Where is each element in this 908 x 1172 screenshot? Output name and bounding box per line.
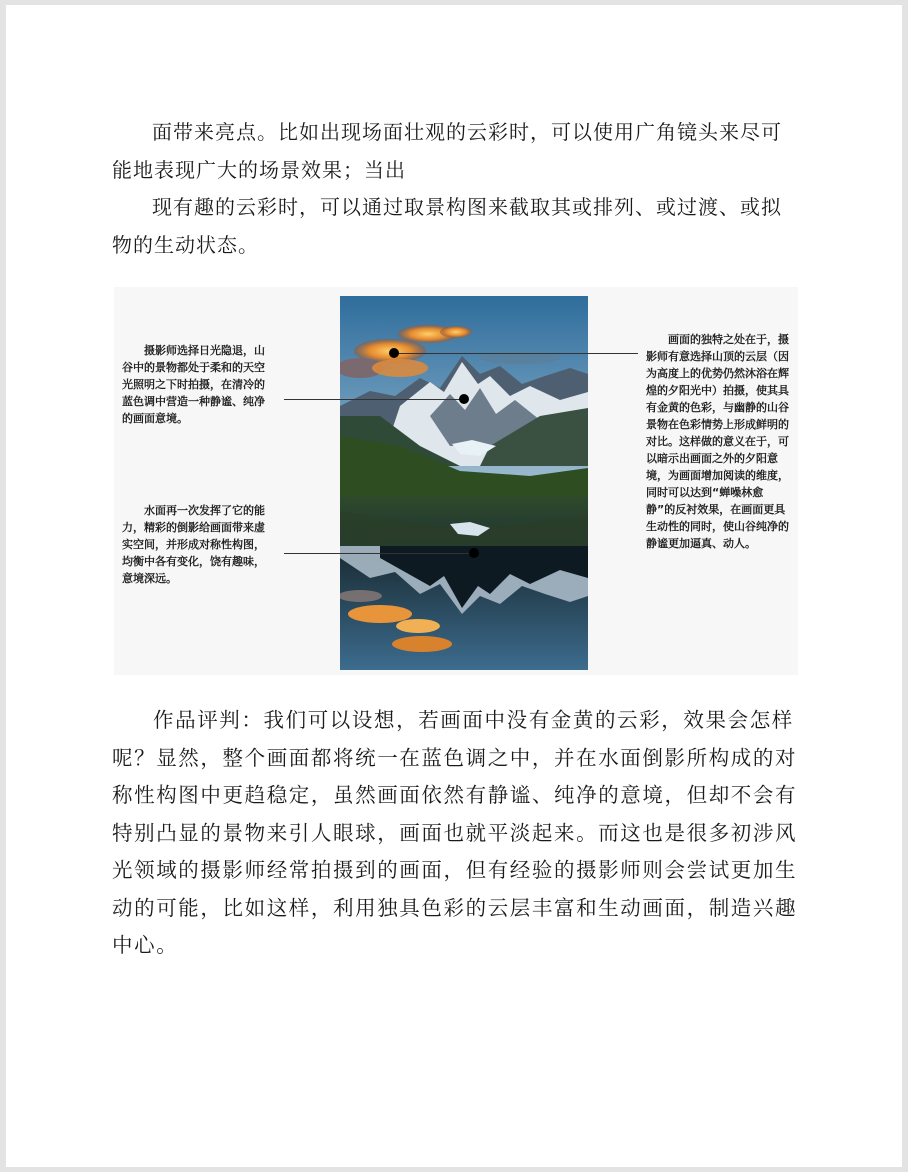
leader-line-right [396, 353, 638, 354]
body-paragraph-critique: 作品评判：我们可以设想，若画面中没有金黄的云彩，效果会怎样呢？显然，整个画面都将统一在蓝色调之中，并在水面倒影所构成的对称性构图中更趋稳定，虽然画面依然有静谧、纯净的意境，但却不会有特别凸显的景物来引人眼球，画面也就平淡起来。而这也是很多初涉风光领域的摄影师经常拍摄到的画面，但有经验的摄影师则会尝试更加生动的可能，比如这样，利用独具色彩的云层丰富和生动画面，制造兴趣中心。 [112, 708, 798, 957]
callout-dot-clouds [389, 348, 399, 358]
body-paragraph-2: 现有趣的云彩时，可以通过取景构图来截取其或排列、或过渡、或拟物的生动状态。 [112, 195, 782, 257]
leader-line-left-bottom [284, 553, 474, 554]
callout-dot-mountain [459, 394, 469, 404]
caption-reflection: 水面再一次发挥了它的能力，精彩的倒影给画面带来虚实空间，并形成对称性构图，均衡中各有变化，饶有趣味，意境深远。 [122, 504, 265, 585]
callout-dot-reflection [469, 548, 479, 558]
annotated-photo-figure [114, 287, 798, 675]
document-page [6, 5, 902, 1167]
body-paragraph-1: 面带来亮点。比如出现场面壮观的云彩时，可以使用广角镜头来尽可能地表现广大的场景效果；当出 [112, 120, 782, 182]
leader-line-left-top [284, 399, 464, 400]
caption-lighting: 摄影师选择日光隐退，山谷中的景物都处于柔和的天空光照明之下时拍摄，在清冷的蓝色调中营造一种静谧、纯净的画面意境。 [122, 344, 265, 425]
caption-golden-clouds: 画面的独特之处在于，摄影师有意选择山顶的云层（因为高度上的优势仍然沐浴在辉煌的夕阳光中）拍摄，使其具有金黄的色彩，与幽静的山谷景物在色彩情势上形成鲜明的对比。这样做的意义在于，可以暗示出画面之外的夕阳意境，为画面增加阅读的维度，同时可以达到“蝉噪林愈静”的反衬效果，在画面更具生动性的同时，使山谷纯净的静谧更加逼真、动人。 [646, 333, 789, 550]
